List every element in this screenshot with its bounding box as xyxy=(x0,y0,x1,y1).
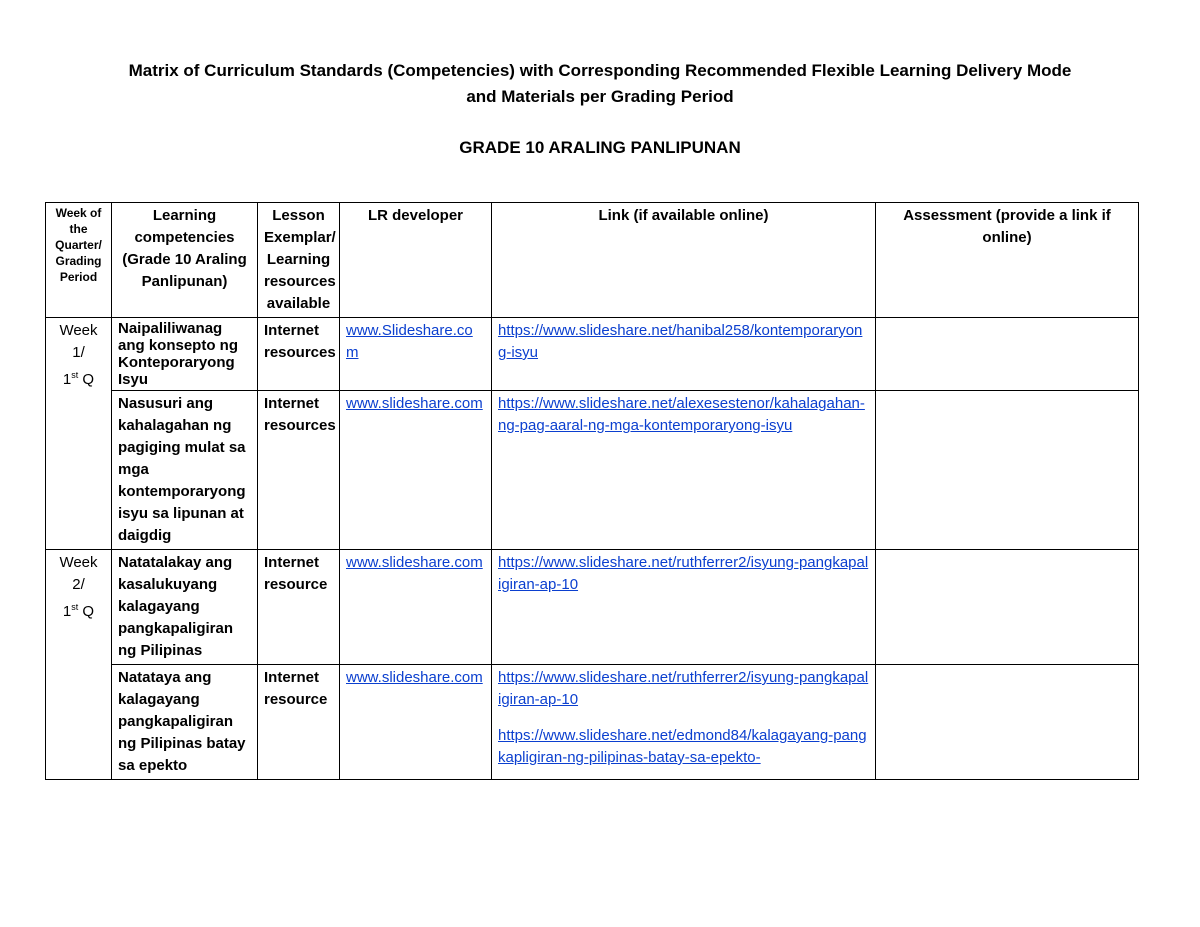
assessment-cell xyxy=(876,550,1139,665)
document-title-line-1: Matrix of Curriculum Standards (Competencies) with Corresponding Recommended Flexible Learning Delivery Mode xyxy=(128,61,1072,80)
table-row xyxy=(46,391,1139,550)
resource-cell: Internet resources xyxy=(258,391,340,550)
developer-cell xyxy=(340,550,492,665)
quarter-suffix: st xyxy=(71,370,79,380)
quarter-label: Q xyxy=(78,371,95,388)
assessment-cell xyxy=(876,391,1139,550)
developer-cell xyxy=(340,391,492,550)
header-week: Week of the Quarter/ Grading Period xyxy=(46,203,112,318)
resource-link[interactable]: https://www.slideshare.net/alexesestenor/kahalagahan-ng-pag-aaral-ng-mga-kontemporaryong-isyu xyxy=(498,395,865,434)
link-cell xyxy=(492,318,876,391)
developer-cell xyxy=(340,318,492,391)
link-cell xyxy=(492,665,876,780)
week-label: Week 2/ xyxy=(59,554,98,593)
document-subtitle: GRADE 10 ARALING PANLIPUNAN xyxy=(459,138,741,157)
competency-cell: Natataya ang kalagayang pangkapaligiran ng Pilipinas batay sa epekto xyxy=(112,665,258,780)
header-developer: LR developer xyxy=(340,203,492,318)
quarter-label: Q xyxy=(78,603,95,620)
competency-cell: Naipaliliwanag ang konsepto ng Konteporaryong Isyu xyxy=(112,318,258,391)
quarter-number: 1 xyxy=(62,603,72,620)
developer-link[interactable]: www.slideshare.com xyxy=(346,554,483,571)
resource-cell: Internet resource xyxy=(258,665,340,780)
resource-cell: Internet resource xyxy=(258,550,340,665)
resource-link[interactable]: https://www.slideshare.net/ruthferrer2/isyung-pangkapaligiran-ap-10 xyxy=(498,669,869,708)
assessment-cell xyxy=(876,318,1139,391)
resource-link[interactable]: https://www.slideshare.net/ruthferrer2/isyung-pangkapaligiran-ap-10 xyxy=(498,554,869,593)
week-cell xyxy=(46,318,112,550)
week-label: Week 1/ xyxy=(59,322,98,361)
curriculum-matrix-table xyxy=(45,202,1139,780)
table-row xyxy=(46,550,1139,665)
header-assessment: Assessment (provide a link if online) xyxy=(876,203,1139,318)
table-row xyxy=(46,665,1139,780)
table-header-row xyxy=(46,203,1139,318)
developer-link[interactable]: www.Slideshare.com xyxy=(346,322,473,361)
header-competencies: Learning competencies (Grade 10 Araling Panlipunan) xyxy=(112,203,258,318)
week-cell xyxy=(46,550,112,780)
resource-link[interactable]: https://www.slideshare.net/hanibal258/kontemporaryong-isyu xyxy=(498,322,863,361)
header-exemplar: Lesson Exemplar/ Learning resources available xyxy=(258,203,340,318)
table-row xyxy=(46,318,1139,391)
header-link: Link (if available online) xyxy=(492,203,876,318)
assessment-cell xyxy=(876,665,1139,780)
quarter-number: 1 xyxy=(62,371,72,388)
competency-cell: Natatalakay ang kasalukuyang kalagayang pangkapaligiran ng Pilipinas xyxy=(112,550,258,665)
document-title-line-2: and Materials per Grading Period xyxy=(466,87,734,106)
developer-link[interactable]: www.slideshare.com xyxy=(346,669,483,686)
resource-link[interactable]: https://www.slideshare.net/edmond84/kalagayang-pangkapligiran-ng-pilipinas-batay-sa-epekto- xyxy=(498,727,867,766)
developer-link[interactable]: www.slideshare.com xyxy=(346,395,483,412)
developer-cell xyxy=(340,665,492,780)
resource-cell: Internet resources xyxy=(258,318,340,391)
link-cell xyxy=(492,550,876,665)
competency-cell: Nasusuri ang kahalagahan ng pagiging mulat sa mga kontemporaryong isyu sa lipunan at daigdig xyxy=(112,391,258,550)
link-spacer xyxy=(498,711,869,725)
link-cell xyxy=(492,391,876,550)
quarter-suffix: st xyxy=(71,602,79,612)
